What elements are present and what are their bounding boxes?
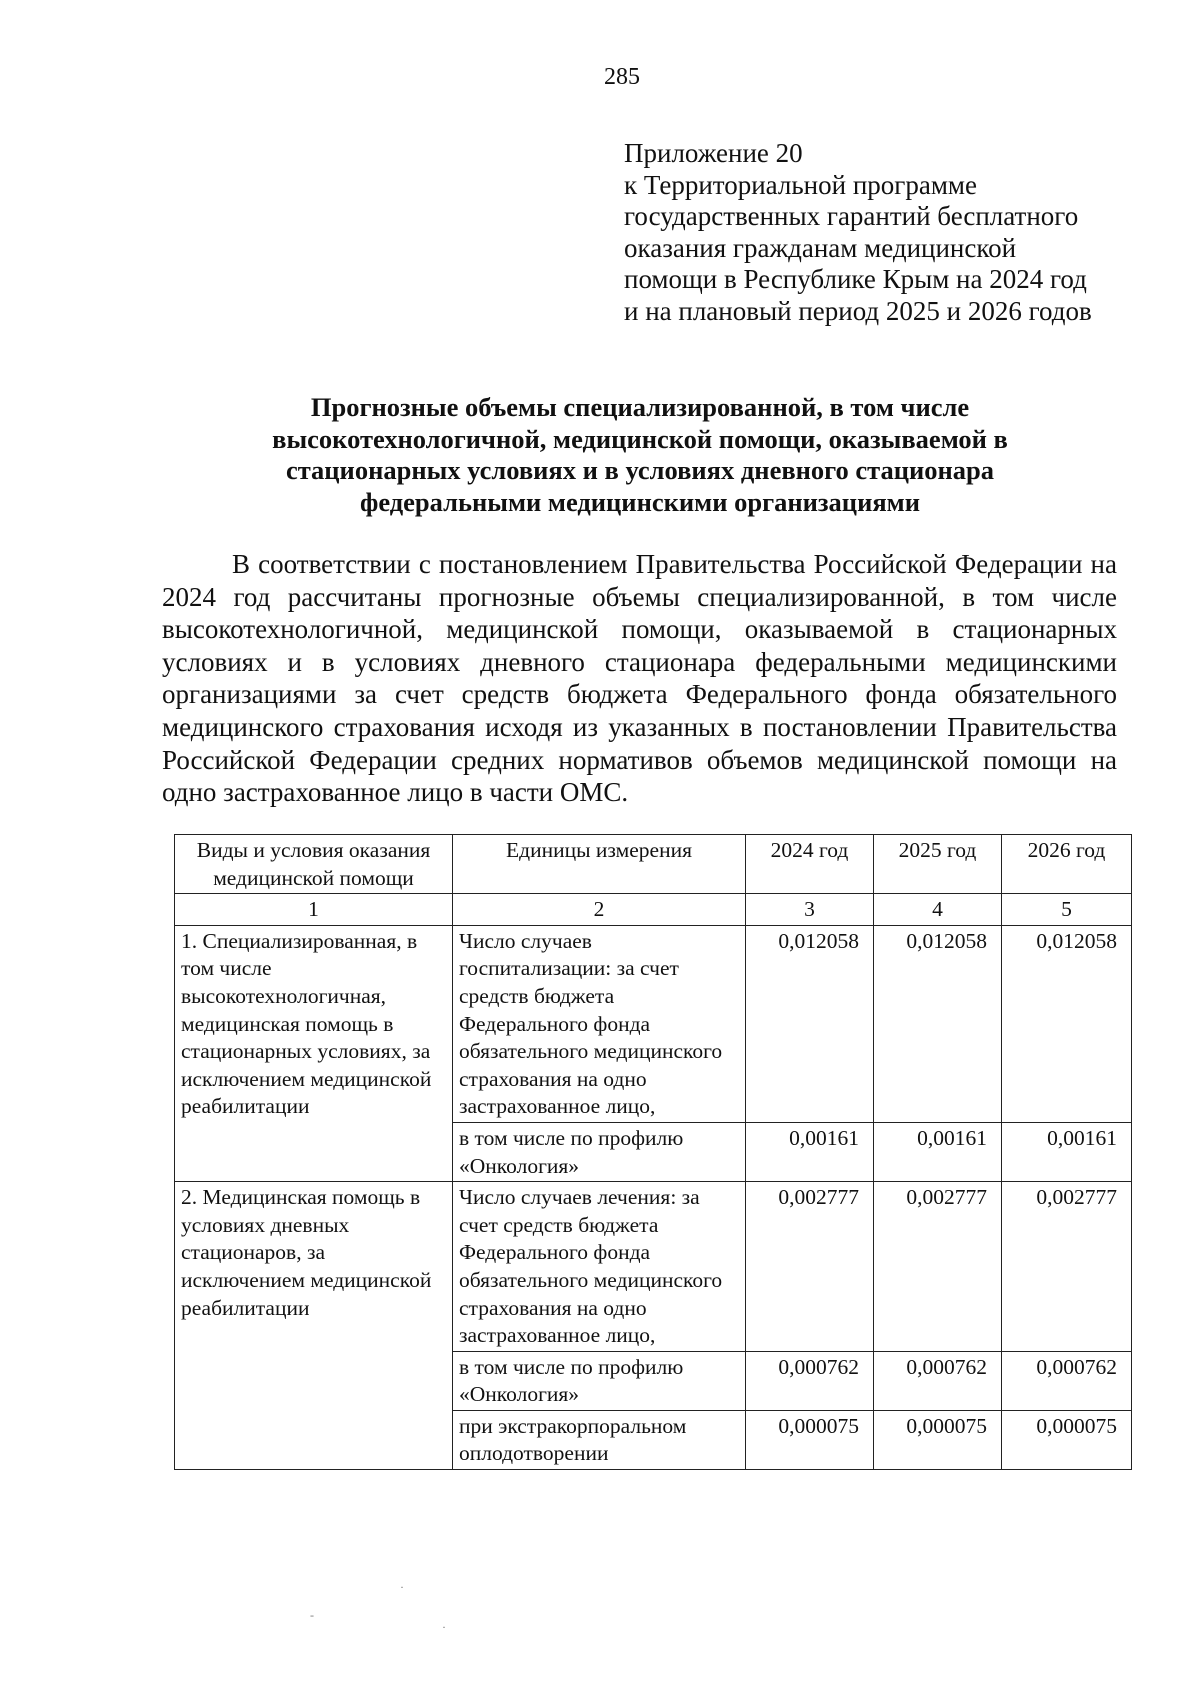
- value-2026-cell: 0,012058: [1002, 925, 1132, 1122]
- column-number-cell: 2: [453, 894, 746, 926]
- title-line: стационарных условиях и в условиях дневного стационара: [285, 455, 995, 485]
- value-2025-cell: 0,000762: [874, 1351, 1002, 1410]
- value-2026-cell: 0,00161: [1002, 1122, 1132, 1181]
- value-2025-cell: 0,002777: [874, 1182, 1002, 1352]
- scan-speck: -: [310, 1608, 314, 1622]
- unit-cell: Число случаев госпитализации: за счет средств бюджета Федерального фонда обязательного медицинского страхования на одно застрахованное лицо,: [453, 925, 746, 1122]
- value-2024-cell: 0,002777: [746, 1182, 874, 1352]
- unit-cell: при экстракорпоральном оплодотворении: [453, 1410, 746, 1469]
- header-cell: Единицы измерения: [453, 835, 746, 894]
- appendix-line: помощи в Республике Крым на 2024 год: [624, 264, 1087, 294]
- header-cell: 2026 год: [1002, 835, 1132, 894]
- document-title: [160, 392, 1120, 518]
- column-number-cell: 4: [874, 894, 1002, 926]
- volumes-table: [174, 834, 1132, 1470]
- page-number: 285: [604, 64, 640, 90]
- table-row: [175, 925, 1132, 1122]
- appendix-note: [624, 138, 1092, 327]
- value-2024-cell: 0,000762: [746, 1351, 874, 1410]
- table-header-row: [175, 835, 1132, 894]
- column-number-cell: 1: [175, 894, 453, 926]
- value-2024-cell: 0,00161: [746, 1122, 874, 1181]
- table-row: [175, 1182, 1132, 1352]
- care-type-cell: 1. Специализированная, в том числе высокотехнологичная, медицинская помощь в стационарных условиях, за исключением медицинской реабилитации: [175, 925, 453, 1181]
- unit-cell: Число случаев лечения: за счет средств бюджета Федерального фонда обязательного медицинского страхования на одно застрахованное лицо,: [453, 1182, 746, 1352]
- column-number-row: [175, 894, 1132, 926]
- appendix-line: государственных гарантий бесплатного: [624, 201, 1079, 231]
- value-2026-cell: 0,000075: [1002, 1410, 1132, 1469]
- title-line: высокотехнологичной, медицинской помощи, оказываемой в: [272, 423, 1008, 454]
- appendix-line: к Территориальной программе: [624, 169, 977, 200]
- header-cell: Виды и условия оказания медицинской помощи: [175, 835, 453, 894]
- value-2026-cell: 0,002777: [1002, 1182, 1132, 1352]
- unit-cell: в том числе по профилю «Онкология»: [453, 1351, 746, 1410]
- value-2024-cell: 0,012058: [746, 925, 874, 1122]
- value-2025-cell: 0,000075: [874, 1410, 1002, 1469]
- column-number-cell: 5: [1002, 894, 1132, 926]
- appendix-line: и на плановый период 2025 и 2026 годов: [624, 295, 1092, 326]
- care-type-cell: 2. Медицинская помощь в условиях дневных стационаров, за исключением медицинской реабилитации: [175, 1182, 453, 1470]
- appendix-line: оказания гражданам медицинской: [624, 232, 1017, 263]
- title-line: федеральными медицинскими организациями: [359, 486, 920, 517]
- appendix-line: Приложение 20: [624, 138, 803, 168]
- value-2025-cell: 0,012058: [874, 925, 1002, 1122]
- unit-cell: в том числе по профилю «Онкология»: [453, 1122, 746, 1181]
- intro-paragraph: В соответствии с постановлением Правительства Российской Федерации на 2024 год рассчитаны прогнозные объемы специализированной, в том числе высокотехнологичной, медицинской помощи, оказываемой в стационарных условиях и в условиях дневного стационара федеральными медицинскими организациями за счет средств бюджета Федерального фонда обязательного медицинского страхования исходя из указанных в постановлении Правительства Российской Федерации средних нормативов объемов медицинской помощи на одно застрахованное лицо в части ОМС.: [162, 549, 1117, 808]
- scan-speck: ·: [442, 1620, 446, 1634]
- value-2024-cell: 0,000075: [746, 1410, 874, 1469]
- value-2025-cell: 0,00161: [874, 1122, 1002, 1181]
- header-cell: 2024 год: [746, 835, 874, 894]
- title-line: Прогнозные объемы специализированной, в том числе: [310, 392, 970, 422]
- scan-speck: ·: [400, 1580, 404, 1594]
- column-number-cell: 3: [746, 894, 874, 926]
- value-2026-cell: 0,000762: [1002, 1351, 1132, 1410]
- header-cell: 2025 год: [874, 835, 1002, 894]
